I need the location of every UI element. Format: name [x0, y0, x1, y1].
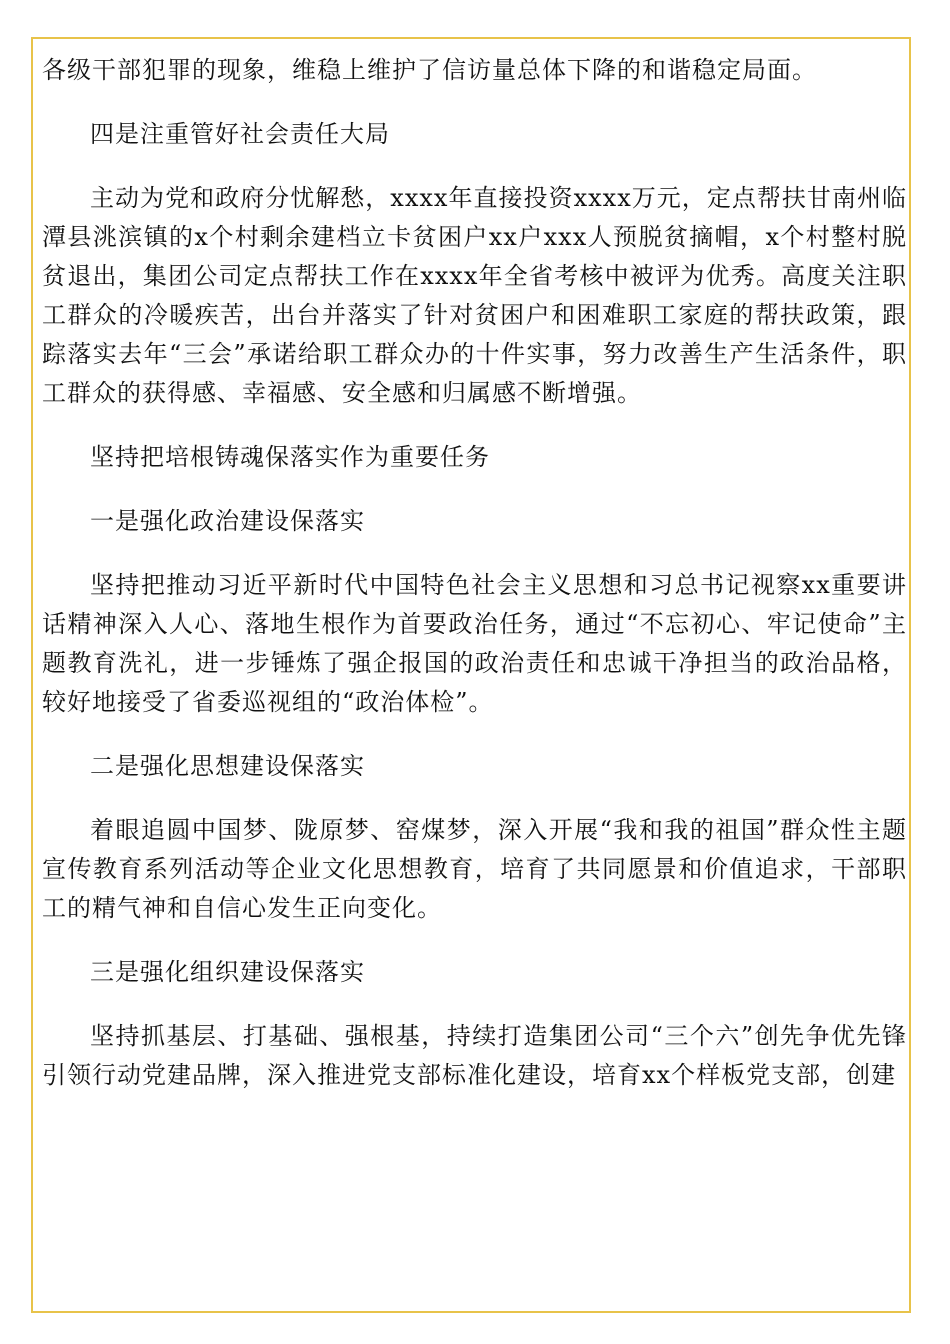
paragraph-continuation: 各级干部犯罪的现象，维稳上维护了信访量总体下降的和谐稳定局面。 — [42, 56, 817, 84]
section-heading-social-responsibility: 四是注重管好社会责任大局 — [90, 120, 390, 148]
document-body — [42, 51, 907, 1120]
section-heading-political-building: 一是强化政治建设保落实 — [90, 507, 365, 535]
paragraph-poverty-assistance: 主动为党和政府分忧解愁，xxxx年直接投资xxxx万元，定点帮扶甘南州临潭县洮滨镇的x个村剩余建档立卡贫困户xx户xxx人预脱贫摘帽，x个村整村脱贫退出，集团公司定点帮扶工作在xxxx年全省考核中被评为优秀。高度关注职工群众的冷暖疾苦，出台并落实了针对贫困户和困难职工家庭的帮扶政策，跟踪落实去年“三会”承诺给职工群众办的十件实事，努力改善生产生活条件，职工群众的获得感、幸福感、安全感和归属感不断增强。 — [42, 184, 907, 407]
paragraph-political-building: 坚持把推动习近平新时代中国特色社会主义思想和习总书记视察xx重要讲话精神深入人心、落地生根作为首要政治任务，通过“不忘初心、牢记使命”主题教育洗礼，进一步锤炼了强企报国的政治责任和忠诚干净担当的政治品格，较好地接受了省委巡视组的“政治体检”。 — [42, 571, 907, 716]
section-heading-core-task: 坚持把培根铸魂保落实作为重要任务 — [90, 443, 490, 471]
section-heading-organizational-building: 三是强化组织建设保落实 — [90, 958, 365, 986]
paragraph-ideological-building: 着眼追圆中国梦、陇原梦、窑煤梦，深入开展“我和我的祖国”群众性主题宣传教育系列活动等企业文化思想教育，培育了共同愿景和价值追求，干部职工的精气神和自信心发生正向变化。 — [42, 816, 907, 922]
section-heading-ideological-building: 二是强化思想建设保落实 — [90, 752, 365, 780]
paragraph-organizational-building: 坚持抓基层、打基础、强根基，持续打造集团公司“三个六”创先争优先锋引领行动党建品牌，深入推进党支部标准化建设，培育xx个样板党支部，创建 — [42, 1022, 907, 1089]
page-frame — [31, 37, 911, 1313]
